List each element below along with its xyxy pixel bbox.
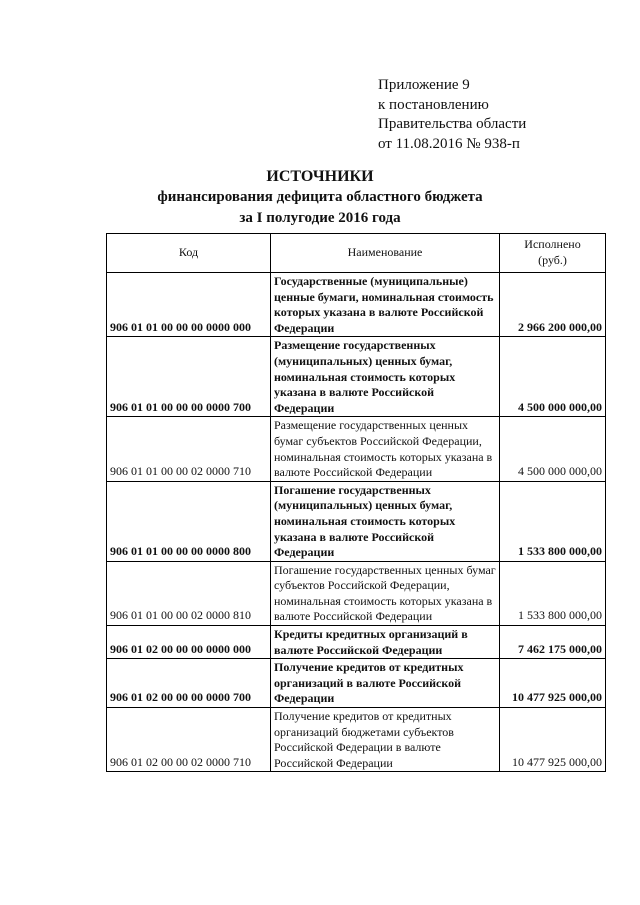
cell-amount: 10 477 925 000,00 — [500, 659, 606, 708]
table-row — [107, 337, 606, 417]
cell-code: 906 01 01 00 00 00 0000 000 — [107, 273, 271, 337]
header-code: Код — [107, 234, 271, 273]
cell-amount: 4 500 000 000,00 — [500, 337, 606, 417]
document-period: за I полугодие 2016 года — [239, 210, 401, 226]
cell-name: Получение кредитов от кредитных организаций бюджетами субъектов Российской Федерации в валюте Российской Федерации — [271, 708, 500, 772]
cell-amount: 7 462 175 000,00 — [500, 626, 606, 659]
cell-code: 906 01 01 00 00 00 0000 700 — [107, 337, 271, 417]
cell-code: 906 01 02 00 00 02 0000 710 — [107, 708, 271, 772]
cell-name: Размещение государственных ценных бумаг субъектов Российской Федерации, номинальная стоимость которых указана в валюте Российской Федерации — [271, 417, 500, 481]
table-row — [107, 708, 606, 772]
cell-name: Размещение государственных (муниципальных) ценных бумаг, номинальная стоимость которых указана в валюте Российской Федерации — [271, 337, 500, 417]
document-heading — [0, 166, 640, 229]
table-row — [107, 626, 606, 659]
cell-name: Погашение государственных (муниципальных) ценных бумаг, номинальная стоимость которых указана в валюте Российской Федерации — [271, 481, 500, 561]
table-row — [107, 659, 606, 708]
cell-name: Погашение государственных ценных бумаг субъектов Российской Федерации, номинальная стоимость которых указана в валюте Российской Федерации — [271, 561, 500, 625]
header-amount — [500, 234, 606, 273]
appendix-line: Приложение 9 — [378, 77, 470, 93]
table-row — [107, 481, 606, 561]
document-subtitle: финансирования дефицита областного бюджета — [157, 189, 483, 205]
cell-amount: 4 500 000 000,00 — [500, 417, 606, 481]
cell-code: 906 01 02 00 00 00 0000 000 — [107, 626, 271, 659]
cell-amount: 10 477 925 000,00 — [500, 708, 606, 772]
appendix-line: к постановлению — [378, 96, 489, 113]
cell-code: 906 01 01 00 00 02 0000 710 — [107, 417, 271, 481]
sources-table — [106, 233, 606, 772]
appendix-block — [378, 76, 526, 154]
cell-code: 906 01 01 00 00 00 0000 800 — [107, 481, 271, 561]
cell-amount: 1 533 800 000,00 — [500, 561, 606, 625]
cell-name: Кредиты кредитных организаций в валюте Российской Федерации — [271, 626, 500, 659]
appendix-line: от 11.08.2016 № 938-п — [378, 135, 520, 152]
appendix-line: Правительства области — [378, 116, 527, 132]
header-amount-line2: (руб.) — [538, 253, 567, 267]
header-amount-line1: Исполнено — [524, 237, 581, 252]
document-title: ИСТОЧНИКИ — [266, 168, 374, 185]
table-row — [107, 273, 606, 337]
table-row — [107, 561, 606, 625]
cell-name: Государственные (муниципальные) ценные бумаги, номинальная стоимость которых указана в валюте Российской Федерации — [271, 273, 500, 337]
cell-code: 906 01 02 00 00 00 0000 700 — [107, 659, 271, 708]
header-name: Наименование — [271, 234, 500, 273]
cell-amount: 2 966 200 000,00 — [500, 273, 606, 337]
cell-amount: 1 533 800 000,00 — [500, 481, 606, 561]
cell-name: Получение кредитов от кредитных организаций в валюте Российской Федерации — [271, 659, 500, 708]
cell-code: 906 01 01 00 00 02 0000 810 — [107, 561, 271, 625]
table-header-row — [107, 234, 606, 273]
table-row — [107, 417, 606, 481]
